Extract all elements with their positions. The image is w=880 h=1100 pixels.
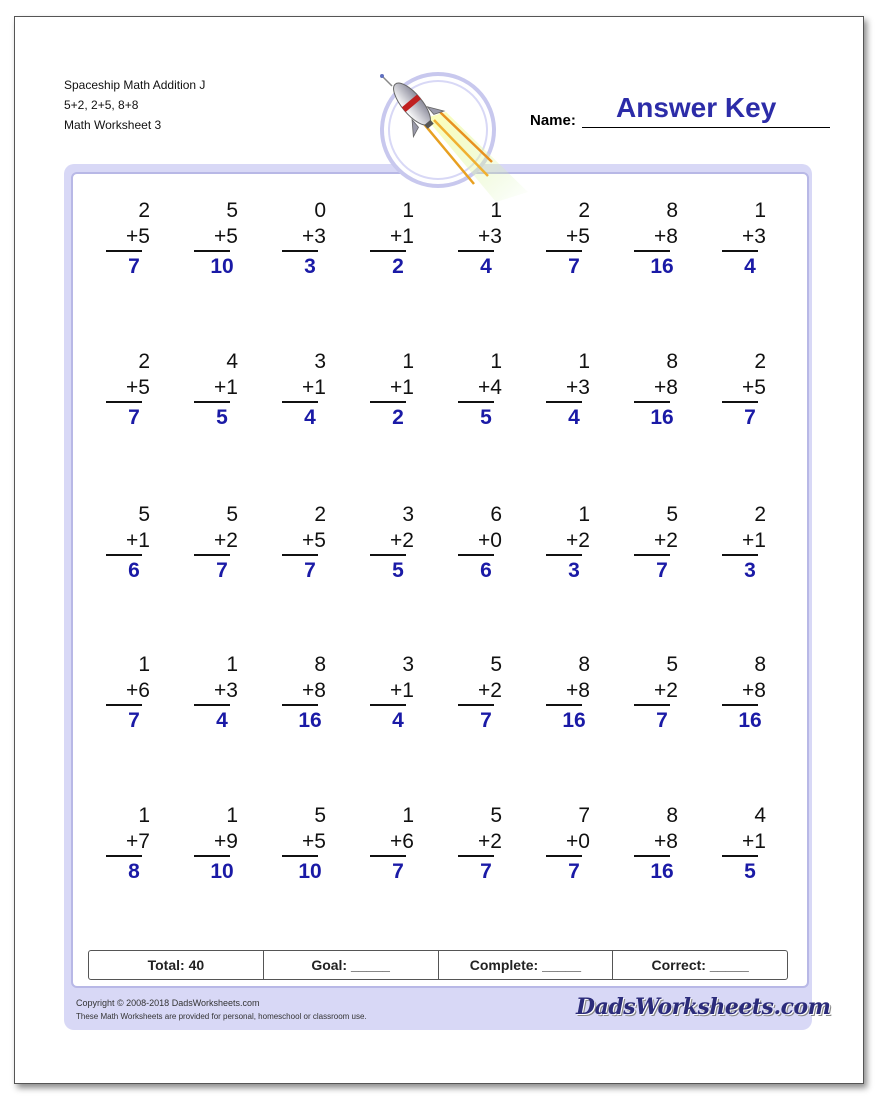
addend-top: 5 <box>666 653 678 676</box>
answer: 7 <box>392 860 404 883</box>
answer: 4 <box>392 709 404 732</box>
problem <box>540 349 600 433</box>
total-cell: Total: 40 <box>89 951 264 979</box>
problem <box>540 502 600 586</box>
addend-top: 1 <box>402 350 414 373</box>
addend-bottom: +5 <box>302 529 326 552</box>
answer: 4 <box>744 255 756 278</box>
correct-cell: Correct: _____ <box>651 957 749 973</box>
addend-top: 2 <box>314 503 326 526</box>
addend-bottom: +3 <box>478 225 502 248</box>
answer: 6 <box>128 559 140 582</box>
problem <box>628 349 688 433</box>
answer: 5 <box>480 406 492 429</box>
answer: 10 <box>210 860 234 883</box>
addend-top: 4 <box>226 350 238 373</box>
answer: 3 <box>304 255 316 278</box>
addend-bottom: +9 <box>214 830 238 853</box>
addend-top: 8 <box>578 653 590 676</box>
answer: 7 <box>480 709 492 732</box>
addend-bottom: +2 <box>654 529 678 552</box>
problem <box>540 652 600 736</box>
addend-top: 3 <box>402 653 414 676</box>
addend-top: 1 <box>402 804 414 827</box>
rocket-icon <box>378 72 538 202</box>
name-field[interactable] <box>582 127 830 128</box>
addend-bottom: +8 <box>654 830 678 853</box>
answer: 6 <box>480 559 492 582</box>
name-label: Name: <box>530 112 576 129</box>
problem <box>628 502 688 586</box>
addend-bottom: +3 <box>214 679 238 702</box>
answer: 3 <box>568 559 580 582</box>
addend-top: 1 <box>578 503 590 526</box>
addend-bottom: +8 <box>654 376 678 399</box>
answer: 10 <box>210 255 234 278</box>
addend-bottom: +5 <box>214 225 238 248</box>
addend-bottom: +5 <box>742 376 766 399</box>
problem <box>188 803 248 887</box>
answer: 5 <box>392 559 404 582</box>
usage-notice: These Math Worksheets are provided for personal, homeschool or classroom use. <box>76 1012 367 1021</box>
addend-top: 3 <box>402 503 414 526</box>
answer: 7 <box>568 860 580 883</box>
addend-bottom: +8 <box>654 225 678 248</box>
complete-cell: Complete: _____ <box>439 951 614 979</box>
addend-top: 5 <box>490 804 502 827</box>
problem <box>716 803 776 887</box>
answer: 16 <box>650 255 674 278</box>
problem <box>276 198 336 282</box>
answer: 4 <box>480 255 492 278</box>
addend-top: 2 <box>578 199 590 222</box>
addend-bottom: +2 <box>478 679 502 702</box>
addend-top: 8 <box>666 804 678 827</box>
addend-top: 7 <box>578 804 590 827</box>
addend-top: 1 <box>490 350 502 373</box>
problem <box>100 349 160 433</box>
answer: 7 <box>656 709 668 732</box>
problem <box>188 198 248 282</box>
problem <box>100 198 160 282</box>
answer: 16 <box>298 709 322 732</box>
addend-bottom: +1 <box>390 679 414 702</box>
addend-bottom: +2 <box>478 830 502 853</box>
answer: 4 <box>568 406 580 429</box>
answer: 7 <box>568 255 580 278</box>
worksheet-subtitle: 5+2, 2+5, 8+8 <box>64 98 139 112</box>
answer: 4 <box>304 406 316 429</box>
problem <box>276 652 336 736</box>
problem <box>276 349 336 433</box>
worksheet-title: Spaceship Math Addition J <box>64 78 206 92</box>
addend-top: 1 <box>138 653 150 676</box>
addend-bottom: +1 <box>214 376 238 399</box>
score-summary <box>88 950 788 980</box>
addend-bottom: +1 <box>742 529 766 552</box>
answer: 7 <box>304 559 316 582</box>
addend-bottom: +1 <box>302 376 326 399</box>
addend-bottom: +5 <box>302 830 326 853</box>
answer: 5 <box>216 406 228 429</box>
addend-bottom: +5 <box>126 376 150 399</box>
answer: 7 <box>128 255 140 278</box>
problem <box>716 652 776 736</box>
addend-top: 1 <box>226 653 238 676</box>
addend-top: 5 <box>314 804 326 827</box>
answer: 5 <box>744 860 756 883</box>
problem <box>628 198 688 282</box>
problem <box>452 652 512 736</box>
addend-bottom: +0 <box>566 830 590 853</box>
addend-top: 2 <box>138 199 150 222</box>
addend-top: 4 <box>754 804 766 827</box>
addend-bottom: +3 <box>742 225 766 248</box>
answer: 16 <box>738 709 762 732</box>
answer: 16 <box>650 860 674 883</box>
addend-top: 3 <box>314 350 326 373</box>
addend-top: 8 <box>666 199 678 222</box>
addend-bottom: +5 <box>566 225 590 248</box>
problem <box>364 198 424 282</box>
addend-top: 2 <box>754 503 766 526</box>
answer: 10 <box>298 860 322 883</box>
answer: 7 <box>128 406 140 429</box>
problem <box>364 652 424 736</box>
answer: 7 <box>656 559 668 582</box>
problem <box>188 652 248 736</box>
answer-key-label: Answer Key <box>616 92 777 123</box>
copyright-text: Copyright © 2008-2018 DadsWorksheets.com <box>76 998 260 1008</box>
addend-bottom: +2 <box>654 679 678 702</box>
addend-bottom: +1 <box>390 225 414 248</box>
problem <box>452 198 512 282</box>
addend-top: 5 <box>138 503 150 526</box>
addend-bottom: +7 <box>126 830 150 853</box>
problem <box>188 349 248 433</box>
goal-cell: Goal: _____ <box>264 951 439 979</box>
addend-top: 2 <box>754 350 766 373</box>
answer: 7 <box>480 860 492 883</box>
problem <box>100 652 160 736</box>
problem <box>188 502 248 586</box>
addend-bottom: +3 <box>566 376 590 399</box>
addend-top: 8 <box>754 653 766 676</box>
addend-top: 1 <box>138 804 150 827</box>
addend-bottom: +1 <box>742 830 766 853</box>
addend-top: 1 <box>578 350 590 373</box>
addend-top: 0 <box>314 199 326 222</box>
addend-bottom: +2 <box>566 529 590 552</box>
problem-area <box>71 172 809 988</box>
addend-bottom: +6 <box>126 679 150 702</box>
addend-top: 8 <box>314 653 326 676</box>
addend-top: 5 <box>666 503 678 526</box>
addend-bottom: +3 <box>302 225 326 248</box>
addend-top: 6 <box>490 503 502 526</box>
problem <box>276 502 336 586</box>
addend-top: 1 <box>226 804 238 827</box>
answer: 7 <box>744 406 756 429</box>
addend-bottom: +0 <box>478 529 502 552</box>
problem <box>716 198 776 282</box>
problem <box>364 502 424 586</box>
addend-top: 1 <box>402 199 414 222</box>
answer: 16 <box>562 709 586 732</box>
problem <box>452 803 512 887</box>
problem <box>628 803 688 887</box>
addend-bottom: +1 <box>126 529 150 552</box>
answer: 2 <box>392 406 404 429</box>
answer: 7 <box>216 559 228 582</box>
addend-bottom: +6 <box>390 830 414 853</box>
answer: 16 <box>650 406 674 429</box>
problem <box>540 803 600 887</box>
addend-bottom: +2 <box>214 529 238 552</box>
problem <box>100 502 160 586</box>
problem <box>364 349 424 433</box>
addend-bottom: +8 <box>566 679 590 702</box>
answer: 7 <box>128 709 140 732</box>
addend-top: 8 <box>666 350 678 373</box>
addend-bottom: +5 <box>126 225 150 248</box>
addend-top: 5 <box>226 503 238 526</box>
problem <box>100 803 160 887</box>
addend-top: 1 <box>754 199 766 222</box>
addend-bottom: +8 <box>742 679 766 702</box>
problem <box>276 803 336 887</box>
answer: 4 <box>216 709 228 732</box>
problem <box>628 652 688 736</box>
problem <box>364 803 424 887</box>
addend-bottom: +2 <box>390 529 414 552</box>
problem <box>716 349 776 433</box>
problem <box>452 502 512 586</box>
addend-bottom: +4 <box>478 376 502 399</box>
answer: 2 <box>392 255 404 278</box>
problem <box>716 502 776 586</box>
answer: 3 <box>744 559 756 582</box>
addend-top: 2 <box>138 350 150 373</box>
worksheet-number: Math Worksheet 3 <box>64 118 162 132</box>
addend-top: 1 <box>490 199 502 222</box>
problem <box>452 349 512 433</box>
addend-top: 5 <box>490 653 502 676</box>
site-logo: DadsWorksheets.com <box>576 994 831 1020</box>
addend-top: 5 <box>226 199 238 222</box>
answer: 8 <box>128 860 140 883</box>
problem <box>540 198 600 282</box>
addend-bottom: +8 <box>302 679 326 702</box>
addend-bottom: +1 <box>390 376 414 399</box>
